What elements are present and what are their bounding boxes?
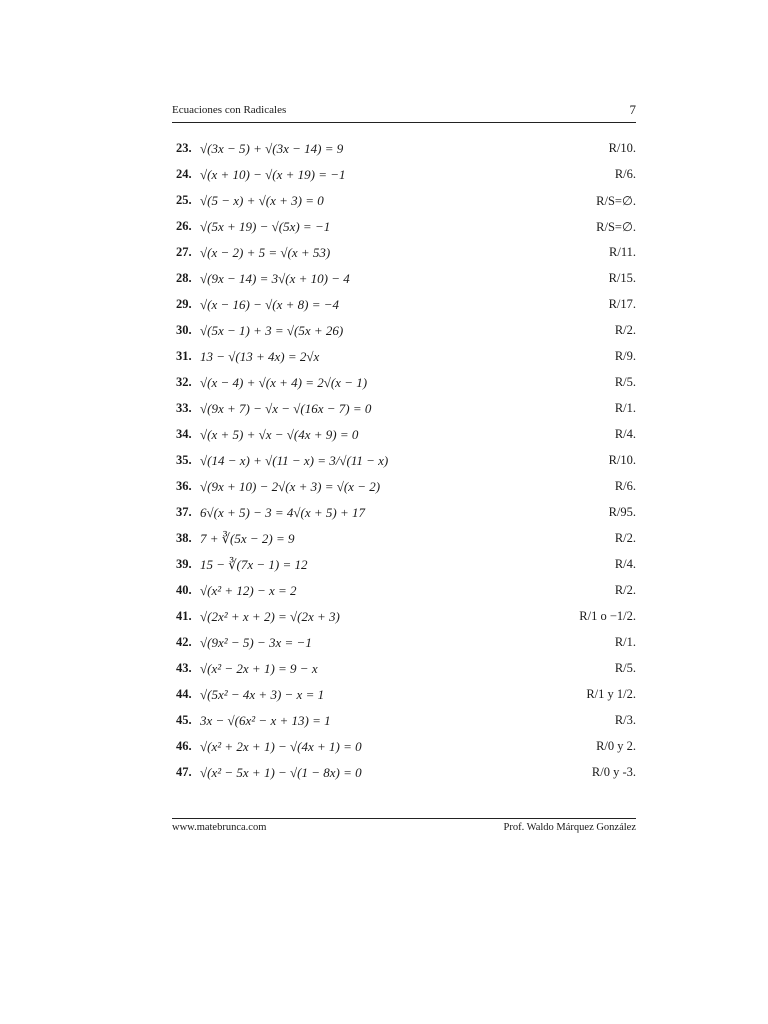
problem-row (176, 424, 636, 450)
problem-answer: R/11. (609, 245, 636, 259)
problem-number: 24. (176, 167, 192, 181)
problem-answer: R/1 y 1/2. (586, 687, 636, 701)
problem-answer: R/9. (614, 349, 636, 363)
problem-number: 28. (176, 271, 192, 285)
problem-answer: R/1 o −1/2. (579, 609, 636, 623)
problem-number: 37. (176, 505, 192, 519)
problem-equation: √(2x² + x + 2) = √(2x + 3) (200, 609, 340, 624)
problem-number: 40. (176, 583, 192, 597)
problem-equation: 13 − √(13 + 4x) = 2√x (200, 349, 320, 364)
problem-row (176, 138, 636, 164)
problem-number: 25. (176, 193, 192, 207)
problem-number: 27. (176, 245, 192, 259)
problem-equation: √(x − 16) − √(x + 8) = −4 (200, 297, 339, 312)
problem-row (176, 190, 636, 216)
problem-answer: R/3. (614, 713, 636, 727)
problem-row (176, 684, 636, 710)
problem-number: 43. (176, 661, 192, 675)
problem-answer: R/5. (614, 375, 636, 389)
problem-equation: √(5x + 19) − √(5x) = −1 (200, 219, 331, 234)
problem-equation: √(9x − 14) = 3√(x + 10) − 4 (200, 271, 350, 286)
problem-equation: √(x + 10) − √(x + 19) = −1 (200, 167, 346, 182)
problem-equation: √(5x² − 4x + 3) − x = 1 (200, 687, 325, 702)
problem-equation: √(x² − 5x + 1) − √(1 − 8x) = 0 (200, 765, 362, 780)
problem-equation: √(x² + 2x + 1) − √(4x + 1) = 0 (200, 739, 362, 754)
problem-row (176, 580, 636, 606)
problem-number: 36. (176, 479, 192, 493)
problem-equation: 3x − √(6x² − x + 13) = 1 (200, 713, 331, 728)
problem-answer: R/2. (614, 531, 636, 545)
problem-number: 42. (176, 635, 192, 649)
problem-answer: R/17. (608, 297, 636, 311)
problem-row (176, 242, 636, 268)
problem-equation: 7 + ∛(5x − 2) = 9 (200, 531, 295, 546)
problem-answer: R/6. (614, 167, 636, 181)
problem-list (176, 138, 636, 788)
problem-equation: 15 − ∛(7x − 1) = 12 (200, 557, 308, 572)
problem-answer: R/2. (614, 323, 636, 337)
problem-answer: R/0 y 2. (596, 739, 636, 753)
problem-answer: R/10. (608, 141, 636, 155)
problem-number: 41. (176, 609, 192, 623)
problem-number: 32. (176, 375, 192, 389)
problem-number: 33. (176, 401, 192, 415)
problem-row (176, 398, 636, 424)
problem-equation: √(x + 5) + √x − √(4x + 9) = 0 (200, 427, 359, 442)
problem-row (176, 710, 636, 736)
problem-row (176, 606, 636, 632)
problem-row (176, 450, 636, 476)
footer-website: www.matebrunca.com (172, 822, 267, 833)
problem-row (176, 294, 636, 320)
problem-row (176, 762, 636, 788)
problem-number: 29. (176, 297, 192, 311)
problem-number: 46. (176, 739, 192, 753)
problem-equation: √(9x² − 5) − 3x = −1 (200, 635, 312, 650)
problem-row (176, 528, 636, 554)
problem-answer: R/0 y -3. (591, 765, 636, 779)
problem-equation: √(14 − x) + √(11 − x) = 3/√(11 − x) (200, 453, 389, 468)
problem-row (176, 346, 636, 372)
problem-number: 34. (176, 427, 192, 441)
problem-equation: 6√(x + 5) − 3 = 4√(x + 5) + 17 (200, 505, 365, 520)
problem-answer: R/95. (608, 505, 636, 519)
problem-row (176, 476, 636, 502)
problem-row (176, 658, 636, 684)
problem-number: 47. (176, 765, 192, 779)
problem-number: 38. (176, 531, 192, 545)
problem-answer: R/4. (614, 427, 636, 441)
problem-equation: √(x − 4) + √(x + 4) = 2√(x − 1) (200, 375, 368, 390)
problem-row (176, 632, 636, 658)
problem-answer: R/10. (608, 453, 636, 467)
problem-row (176, 320, 636, 346)
problem-equation: √(5 − x) + √(x + 3) = 0 (200, 193, 324, 208)
problem-row (176, 502, 636, 528)
problem-number: 45. (176, 713, 192, 727)
page-number: 7 (629, 102, 636, 117)
problem-answer: R/1. (614, 635, 636, 649)
problem-number: 30. (176, 323, 192, 337)
footer-author: Prof. Waldo Márquez González (503, 822, 636, 833)
problem-equation: √(x² + 12) − x = 2 (200, 583, 297, 598)
problem-answer: R/2. (614, 583, 636, 597)
problem-equation: √(3x − 5) + √(3x − 14) = 9 (200, 141, 344, 156)
problem-equation: √(9x + 7) − √x − √(16x − 7) = 0 (200, 401, 372, 416)
problem-number: 39. (176, 557, 192, 571)
problem-number: 23. (176, 141, 192, 155)
page-footer (172, 818, 636, 835)
problem-answer: R/4. (614, 557, 636, 571)
problem-row (176, 268, 636, 294)
problem-answer: R/15. (608, 271, 636, 285)
problem-answer: R/6. (614, 479, 636, 493)
problem-answer: R/S=∅. (596, 220, 636, 234)
problem-equation: √(9x + 10) − 2√(x + 3) = √(x − 2) (200, 479, 381, 494)
problem-answer: R/S=∅. (596, 194, 636, 208)
problem-row (176, 164, 636, 190)
problem-number: 31. (176, 349, 192, 363)
problem-equation: √(x² − 2x + 1) = 9 − x (200, 661, 318, 676)
problem-answer: R/5. (614, 661, 636, 675)
problem-row (176, 554, 636, 580)
problem-row (176, 216, 636, 242)
problem-number: 35. (176, 453, 192, 467)
problem-answer: R/1. (614, 401, 636, 415)
document-title: Ecuaciones con Radicales (172, 104, 287, 116)
page-header (172, 104, 636, 123)
problem-number: 26. (176, 219, 192, 233)
problem-equation: √(x − 2) + 5 = √(x + 53) (200, 245, 331, 260)
problem-row (176, 736, 636, 762)
problem-number: 44. (176, 687, 192, 701)
problem-equation: √(5x − 1) + 3 = √(5x + 26) (200, 323, 344, 338)
problem-row (176, 372, 636, 398)
